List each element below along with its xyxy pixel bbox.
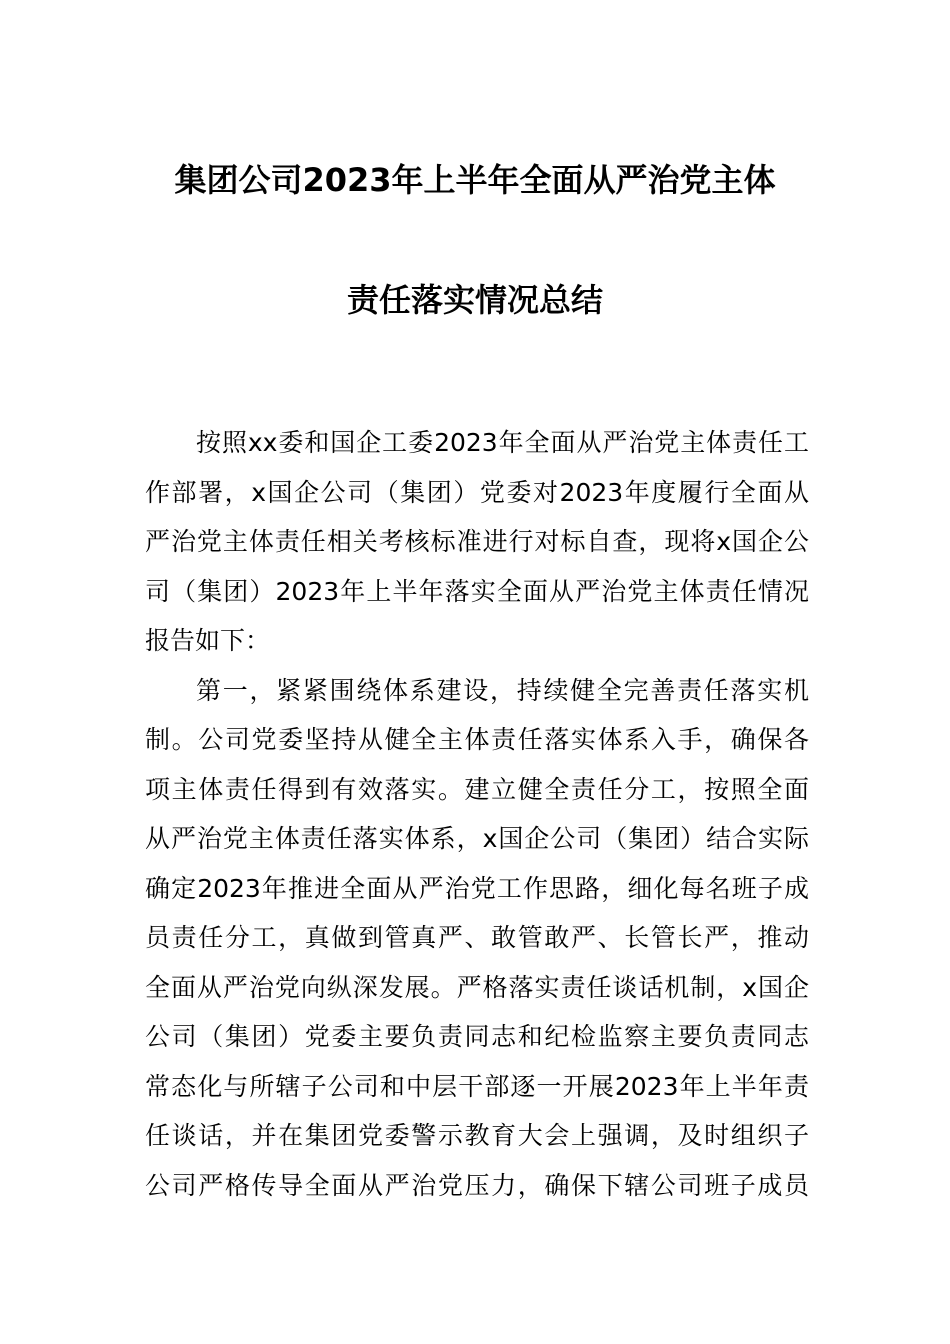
paragraph-line: 司（集团）2023年上半年落实全面从严治党主体责任情况 [145, 576, 809, 606]
paragraph-line: 确定2023年推进全面从严治党工作思路，细化每名班子成 [145, 873, 809, 903]
paragraph-line: 按照xx委和国企工委2023年全面从严治党主体责任工 [196, 428, 809, 457]
paragraph-line: 常态化与所辖子公司和中层干部逐一开展2023年上半年责 [145, 1071, 809, 1101]
document-title-line-1: 集团公司2023年上半年全面从严治党主体 [174, 161, 776, 199]
paragraph-line: 项主体责任得到有效落实。建立健全责任分工，按照全面 [145, 774, 809, 804]
paragraph-line: 公司（集团）党委主要负责同志和纪检监察主要负责同志 [145, 1022, 809, 1051]
paragraph-line: 报告如下： [145, 626, 271, 655]
paragraph-line: 公司严格传导全面从严治党压力，确保下辖公司班子成员 [145, 1170, 809, 1200]
paragraph-line: 作部署，x国企公司（集团）党委对2023年度履行全面从 [145, 477, 809, 507]
paragraph-line: 员责任分工，真做到管真严、敢管敢严、长管长严，推动 [145, 923, 809, 952]
paragraph-2 [145, 666, 809, 1211]
document-title-line-2: 责任落实情况总结 [346, 281, 603, 319]
paragraph-line: 全面从严治党向纵深发展。严格落实责任谈话机制，x国企 [145, 972, 809, 1002]
paragraph-line: 第一，紧紧围绕体系建设，持续健全完善责任落实机 [196, 675, 809, 705]
paragraph-line: 从严治党主体责任落实体系，x国企公司（集团）结合实际 [145, 824, 809, 853]
document-body [145, 418, 809, 1210]
paragraph-line: 制。公司党委坚持从健全主体责任落实体系入手，确保各 [145, 725, 809, 754]
paragraph-line: 严治党主体责任相关考核标准进行对标自查，现将x国企公 [145, 527, 809, 556]
paragraph-1 [145, 418, 809, 666]
paragraph-line: 任谈话，并在集团党委警示教育大会上强调，及时组织子 [145, 1121, 809, 1150]
